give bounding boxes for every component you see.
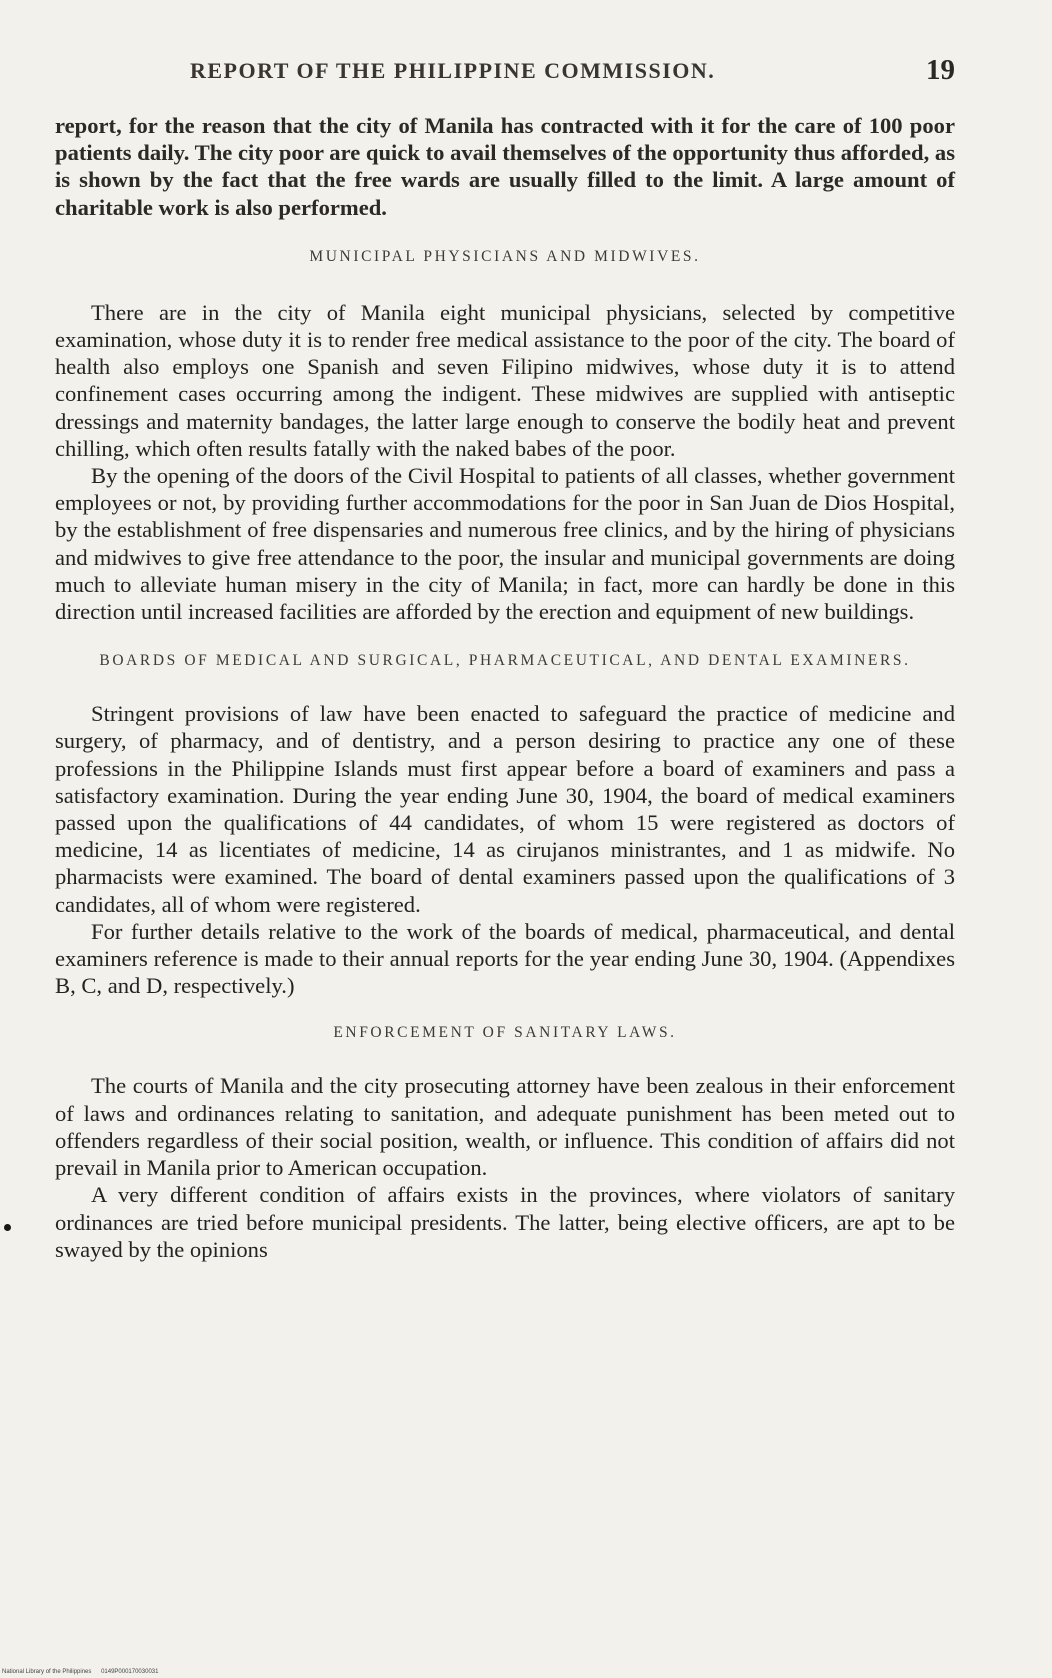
margin-mark [4,1224,11,1231]
paragraph-stringent-provisions: Stringent provisions of law have been enacted to safeguard the practice of medicine and surgery, of pharmacy, and of dentistry, and a person desiring to practice any one of these professions in the Philippine Islands must first appear before a board of examiners and pass a satisfactory examination. During the year ending June 30, 1904, the board of medical examiners passed upon the qualifications of 44 candidates, of whom 15 were registered as doctors of medicine, 14 as licentiates of medicine, 14 as cirujanos ministrantes, and 1 as midwife. No pharmacists were examined. The board of dental examiners passed upon the qualifications of 3 candidates, all of whom were registered. [55,701,955,917]
page-number: 19 [926,54,955,86]
scan-credit [2,1669,166,1675]
paragraph-courts-of-manila: The courts of Manila and the city prosecuting attorney have been zealous in their enforcement of laws and ordinances relating to sanitation, and adequate punishment has been meted out to offenders regardless of their social position, wealth, or influence. This condition of affairs did not prevail in Manila prior to American occupation. [55,1073,955,1181]
opening-paragraph: report, for the reason that the city of Manila has contracted with it for the care of 100 poor patients daily. The city poor are quick to avail themselves of the opportunity thus afforded, as is shown by the fact that the free wards are usually filled to the limit. A large amount of charitable work is also performed. [55,113,955,220]
section-heading-municipal-physicians: MUNICIPAL PHYSICIANS AND MIDWIVES. [309,247,701,265]
running-title: REPORT OF THE PHILIPPINE COMMISSION. [190,58,716,83]
paragraph-civil-hospital: By the opening of the doors of the Civil Hospital to patients of all classes, whether government employees or not, by providing further accommodations for the poor in San Juan de Dios Hospital, by the establishment of free dispensaries and numerous free clinics, and by the hiring of physicians and midwives to give free attendance to the poor, the insular and municipal governments are doing much to alleviate human misery in the city of Manila; in fact, more can hardly be done in this direction until increased facilities are afforded by the erection and equipment of new buildings. [55,463,955,625]
paragraph-municipal-physicians: There are in the city of Manila eight municipal physicians, selected by competitive examination, whose duty it is to render free medical assistance to the poor of the city. The board of health also employs one Spanish and seven Filipino midwives, whose duty it is to attend confinement cases occurring among the indigent. These midwives are supplied with antiseptic dressings and maternity bandages, the latter large enough to conserve the bodily heat and prevent chilling, which often results fatally with the naked babes of the poor. [55,299,955,461]
section-heading-boards-of-examiners: BOARDS OF MEDICAL AND SURGICAL, PHARMACEUTICAL, AND DENTAL EXAMINERS. [99,652,911,670]
body-text [55,112,955,1263]
paragraph-further-details: For further details relative to the work of the boards of medical, pharmaceutical, and dental examiners reference is made to their annual reports for the year ending June 30, 1904. (Appendixes B, C, and D, respectively.) [55,918,955,999]
paragraph-provinces: A very different condition of affairs exists in the provinces, where violators of sanitary ordinances are tried before municipal presidents. The latter, being elective officers, are apt to be swayed by the opinions [55,1182,955,1262]
scan-credit-holder: National Library of the Philippines [2,1669,92,1675]
running-header [55,54,955,98]
scan-credit-id: 0149P000170030031 [101,1669,159,1675]
section-heading-sanitary-laws: ENFORCEMENT OF SANITARY LAWS. [333,1024,677,1042]
